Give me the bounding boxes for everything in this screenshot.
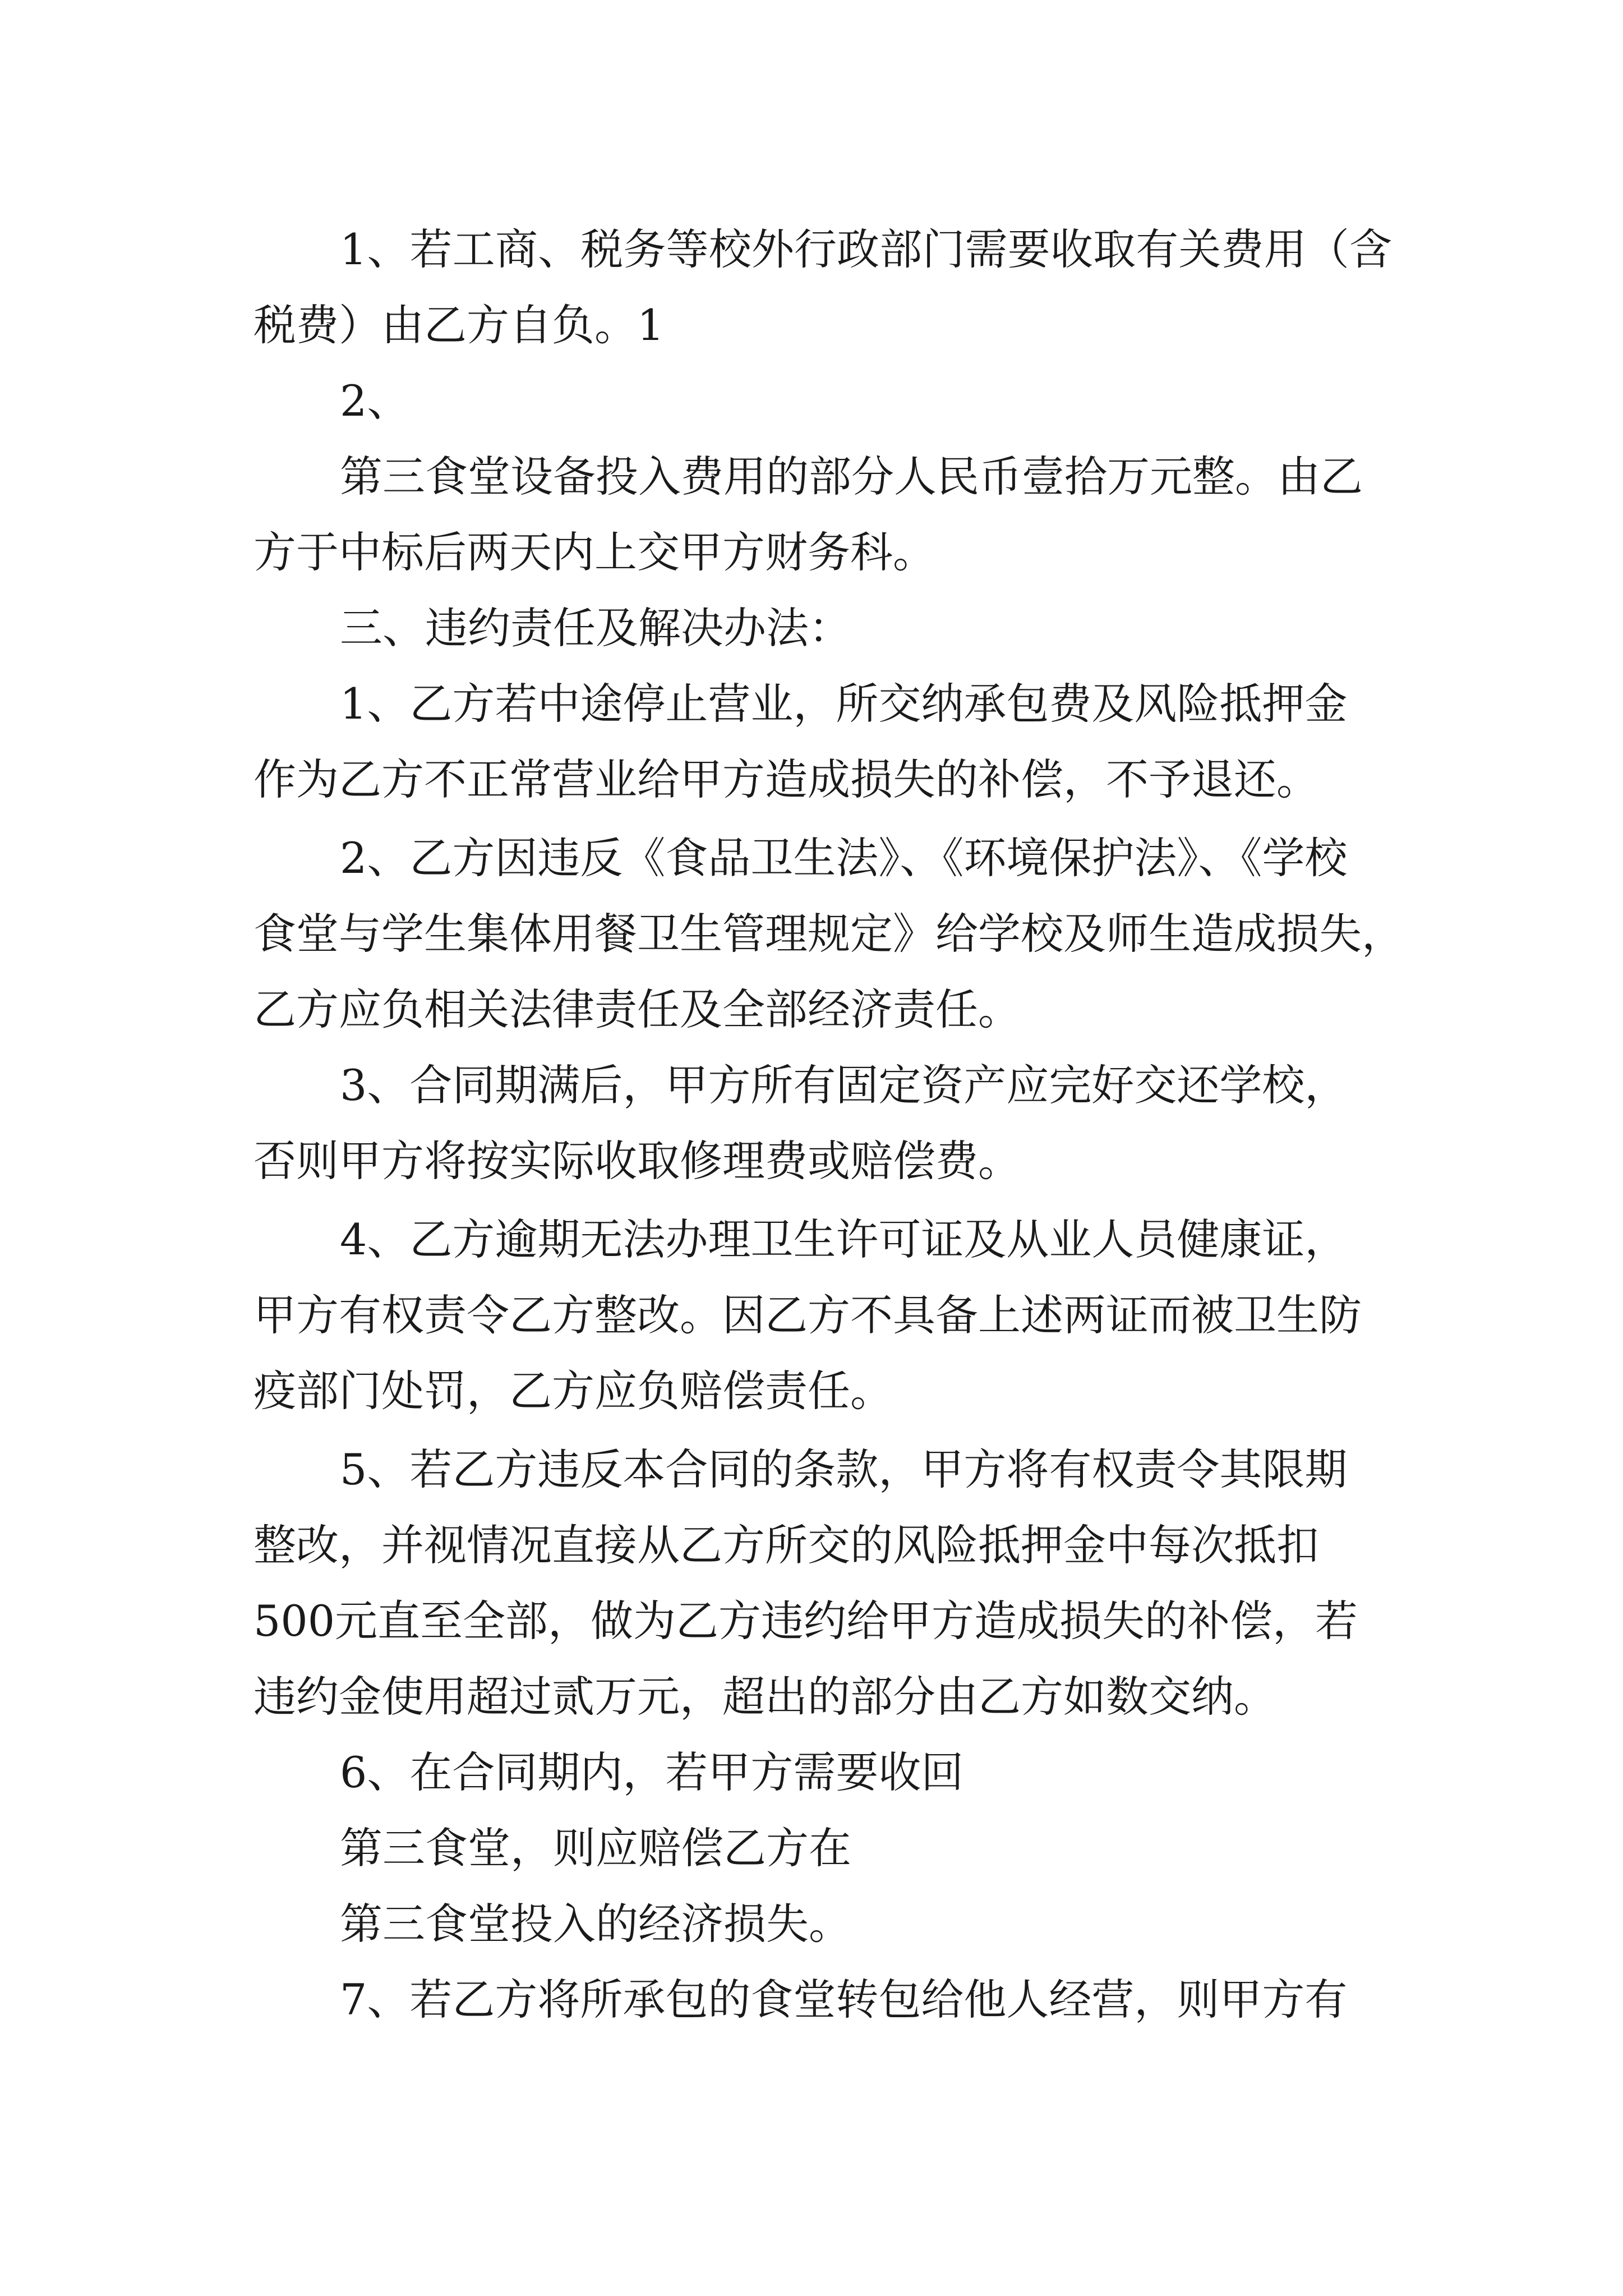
paragraph-line: 甲方有权责令乙方整改。因乙方不具备上述两证而被卫生防: [253, 1290, 1362, 1340]
paragraph-line: 5、若乙方违反本合同的条款，甲方将有权责令其限期: [340, 1444, 1348, 1494]
paragraph-line: 食堂与学生集体用餐卫生管理规定》给学校及师生造成损失，: [253, 909, 1404, 959]
paragraph-line: 6、在合同期内，若甲方需要收回: [340, 1747, 964, 1797]
paragraph-line: 整改，并视情况直接从乙方所交的风险抵押金中每次抵扣: [253, 1520, 1319, 1570]
paragraph-line: 1、若工商、税务等校外行政部门需要收取有关费用（含: [340, 224, 1392, 274]
paragraph-line: 第三食堂设备投入费用的部分人民币壹拾万元整。由乙: [340, 452, 1363, 501]
paragraph-line: 3、合同期满后，甲方所有固定资产应完好交还学校，: [340, 1060, 1348, 1110]
paragraph-line: 疫部门处罚，乙方应负赔偿责任。: [253, 1366, 893, 1416]
paragraph-line: 7、若乙方将所承包的食堂转包给他人经营，则甲方有: [340, 1975, 1348, 2024]
paragraph-line: 500元直至全部，做为乙方违约给甲方造成损失的补偿，若: [253, 1596, 1358, 1646]
paragraph-line: 违约金使用超过贰万元，超出的部分由乙方如数交纳。: [253, 1672, 1276, 1722]
paragraph-line: 第三食堂投入的经济损失。: [340, 1899, 851, 1949]
paragraph-line: 乙方应负相关法律责任及全部经济责任。: [253, 984, 1021, 1034]
paragraph-line: 否则甲方将按实际收取修理费或赔偿费。: [253, 1136, 1021, 1186]
paragraph-line: 1、乙方若中途停止营业，所交纳承包费及风险抵押金: [340, 679, 1348, 729]
paragraph-line: 税费）由乙方自负。1: [253, 300, 665, 350]
section-heading: 三、违约责任及解决办法：: [340, 603, 851, 653]
paragraph-line: 4、乙方逾期无法办理卫生许可证及从业人员健康证，: [340, 1214, 1348, 1264]
paragraph-line: 第三食堂，则应赔偿乙方在: [340, 1823, 851, 1873]
paragraph-line: 2、乙方因违反《食品卫生法》、《环境保护法》、《学校: [340, 833, 1348, 883]
paragraph-line: 2、: [340, 376, 410, 426]
paragraph-line: 方于中标后两天内上交甲方财务科。: [253, 527, 935, 577]
paragraph-line: 作为乙方不正常营业给甲方造成损失的补偿，不予退还。: [253, 754, 1319, 804]
